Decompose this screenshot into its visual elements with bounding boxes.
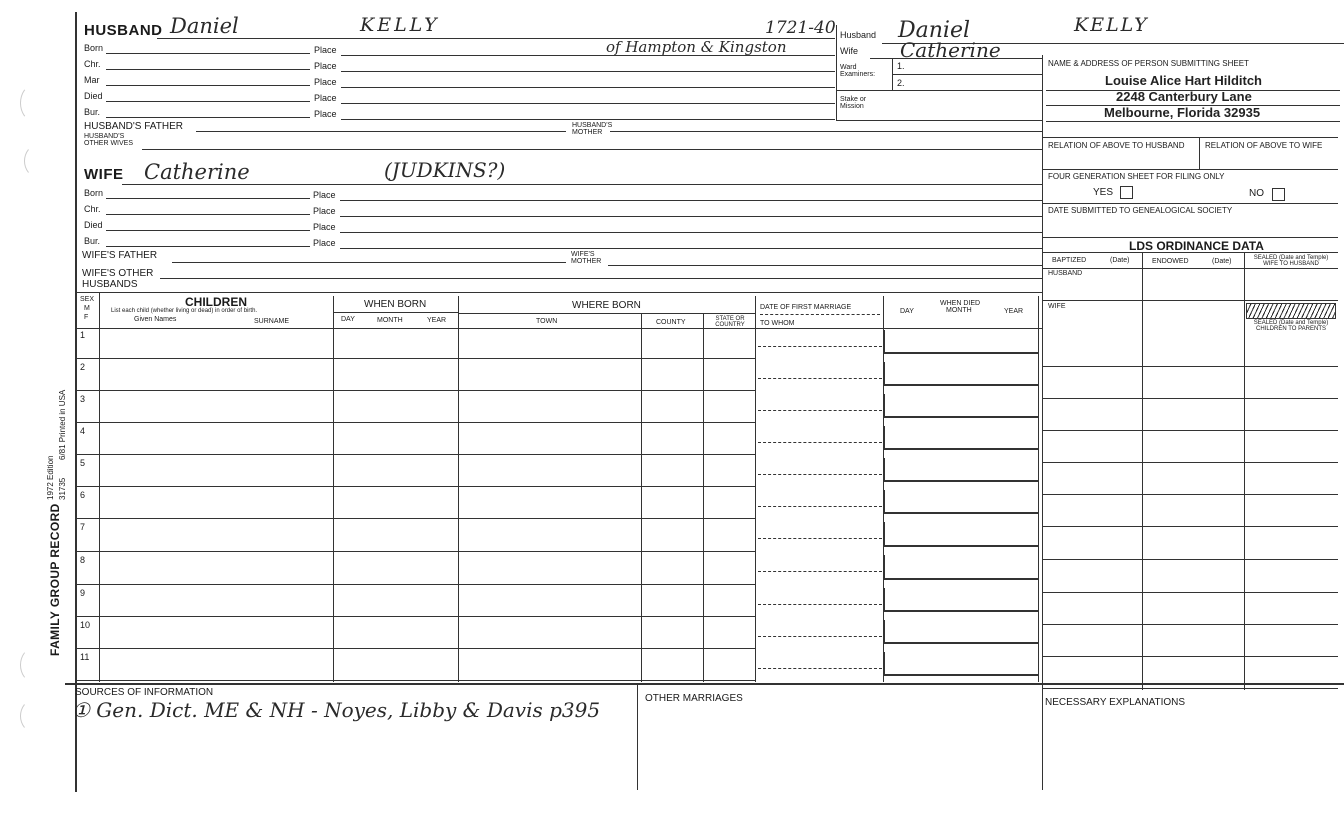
wife-mother-label: WIFE'S MOTHER	[571, 251, 602, 265]
date-submitted-label: DATE SUBMITTED TO GENEALOGICAL SOCIETY	[1048, 206, 1233, 215]
first-marriage-label: DATE OF FIRST MARRIAGE	[760, 304, 852, 311]
submitter-heading: NAME & ADDRESS OF PERSON SUBMITTING SHEET	[1048, 59, 1249, 68]
husband-born-place: of Hampton & Kingston	[606, 38, 787, 56]
death-date-cell[interactable]	[884, 426, 1039, 450]
necessary-explanations-label: NECESSARY EXPLANATIONS	[1045, 697, 1186, 708]
husband-other-wives-label: HUSBAND'S OTHER WIVES	[84, 133, 134, 147]
marriage-dashed-line	[758, 410, 882, 411]
child-row-number: 11	[80, 652, 90, 662]
husband-mar-place-label: Place	[314, 77, 337, 87]
four-generation-label: FOUR GENERATION SHEET FOR FILING ONLY	[1048, 172, 1225, 181]
child-row-divider	[75, 422, 755, 423]
child-row-number: 2	[80, 362, 86, 372]
child-row-number: 9	[80, 588, 86, 598]
header-husband-label: Husband	[840, 30, 877, 40]
other-marriages-label: OTHER MARRIAGES	[645, 693, 743, 704]
child-row-divider	[75, 551, 755, 552]
examiner-1: 1.	[897, 61, 905, 71]
wife-bur-place-label: Place	[313, 238, 336, 248]
husband-born-place-label: Place	[314, 45, 337, 55]
marriage-dashed-line	[758, 378, 882, 379]
submitter-city: Melbourne, Florida 32935	[1104, 105, 1261, 120]
binder-hole-mark	[20, 85, 46, 121]
sealed-wife-label: SEALED (Date and Temple) WIFE TO HUSBAND	[1253, 255, 1329, 267]
sex-m-label: M	[84, 305, 90, 312]
binder-hole-mark	[20, 700, 46, 732]
binder-hole-mark	[24, 145, 50, 177]
sources-label: SOURCES OF INFORMATION	[75, 687, 214, 698]
child-row-divider	[75, 648, 755, 649]
child-row-divider	[75, 454, 755, 455]
died-month-label: MONTH	[946, 307, 972, 314]
relation-husband-label: RELATION OF ABOVE TO HUSBAND	[1048, 141, 1185, 150]
relation-wife-label: RELATION OF ABOVE TO WIFE	[1205, 141, 1323, 150]
lds-wife-label: WIFE	[1048, 303, 1066, 310]
when-died-label: WHEN DIED	[940, 300, 981, 307]
death-date-cell[interactable]	[884, 490, 1039, 514]
husband-bur-place-label: Place	[314, 109, 337, 119]
wife-father-label: WIFE'S FATHER	[82, 250, 158, 261]
child-row-divider	[75, 616, 755, 617]
lds-row-divider	[1042, 366, 1338, 367]
given-names-label: Given Names	[134, 316, 177, 323]
death-date-cell[interactable]	[884, 330, 1039, 354]
marriage-dashed-line	[758, 346, 882, 347]
wife-born-label: Born	[84, 188, 104, 198]
wife-bur-label: Bur.	[84, 236, 101, 246]
lds-husband-label: HUSBAND	[1048, 270, 1083, 277]
child-row-number: 6	[80, 490, 86, 500]
form-edition: 1972 Edition	[46, 455, 55, 500]
town-label: TOWN	[536, 318, 558, 325]
no-label: NO	[1249, 188, 1264, 199]
marriage-dashed-line	[758, 636, 882, 637]
where-born-label: WHERE BORN	[572, 300, 641, 311]
husband-bur-label: Bur.	[84, 107, 101, 117]
wife-died-label: Died	[84, 220, 103, 230]
lds-row-divider	[1042, 624, 1338, 625]
lds-row-divider	[1042, 559, 1338, 560]
to-whom-label: TO WHOM	[760, 320, 795, 327]
submitter-street: 2248 Canterbury Lane	[1116, 89, 1252, 104]
husband-dates: 1721-40	[765, 18, 836, 38]
lds-row-divider	[1042, 688, 1338, 689]
when-born-label: WHEN BORN	[364, 299, 427, 310]
husband-given-name: Daniel	[170, 14, 239, 38]
child-row-number: 4	[80, 426, 86, 436]
died-day-label: DAY	[900, 308, 914, 315]
stake-mission-label: Stake or Mission	[840, 96, 867, 110]
death-date-cell[interactable]	[884, 555, 1039, 580]
wife-other-husbands-label: WIFE'S OTHER HUSBANDS	[82, 268, 154, 290]
baptized-label: BAPTIZED	[1052, 257, 1087, 264]
death-date-cell[interactable]	[884, 588, 1039, 612]
form-print-note: 6/81 Printed in USA	[58, 389, 67, 460]
husband-chr-label: Chr.	[84, 59, 101, 69]
children-right-border	[1038, 296, 1039, 682]
wife-died-place-label: Place	[313, 222, 336, 232]
child-row-divider	[75, 584, 755, 585]
marriage-dashed-line	[758, 538, 882, 539]
death-date-cell[interactable]	[884, 362, 1039, 386]
child-row-divider	[75, 390, 755, 391]
wife-born-place-label: Place	[313, 190, 336, 200]
husband-father-label: HUSBAND'S FATHER	[84, 121, 183, 132]
lds-row-divider	[1042, 462, 1338, 463]
baptized-date-label: (Date)	[1110, 257, 1130, 264]
wife-surname-note: (JUDKINS?)	[384, 158, 506, 182]
yes-label: YES	[1093, 187, 1114, 198]
lds-row-divider	[1042, 430, 1338, 431]
marriage-dashed-line	[758, 668, 882, 669]
lds-row-divider	[1042, 398, 1338, 399]
husband-mar-label: Mar	[84, 75, 100, 85]
death-date-cell[interactable]	[884, 394, 1039, 418]
header-husband-surname: KELLY	[1074, 14, 1149, 36]
submitter-name: Louise Alice Hart Hilditch	[1105, 73, 1262, 88]
child-row-divider	[75, 486, 755, 487]
header-husband-given: Daniel	[898, 18, 971, 43]
lds-title: LDS ORDINANCE DATA	[1129, 239, 1264, 253]
husband-mother-label: HUSBAND'S MOTHER	[572, 122, 613, 136]
death-date-cell[interactable]	[884, 522, 1039, 547]
child-row-number: 7	[80, 522, 86, 532]
ward-examiners-label: Ward Examiners:	[840, 64, 876, 78]
husband-died-label: Died	[84, 91, 103, 101]
marriage-dashed-line	[758, 442, 882, 443]
form-stock-number: 31735	[58, 477, 67, 500]
children-title: CHILDREN	[185, 295, 247, 309]
lds-row-divider	[1042, 526, 1338, 527]
child-row-number: 10	[80, 620, 91, 630]
death-date-cell[interactable]	[884, 620, 1039, 644]
wife-label: WIFE	[84, 166, 124, 183]
wife-chr-label: Chr.	[84, 204, 101, 214]
examiner-2: 2.	[897, 78, 905, 88]
born-month-label: MONTH	[377, 317, 403, 324]
born-day-label: DAY	[341, 316, 355, 323]
sex-f-label: F	[84, 314, 89, 321]
surname-label: SURNAME	[254, 318, 290, 325]
husband-born-label: Born	[84, 43, 104, 53]
marriage-dashed-line	[758, 506, 882, 507]
yes-checkbox[interactable]	[1120, 186, 1133, 199]
no-checkbox[interactable]	[1272, 188, 1285, 201]
header-wife-given: Catherine	[900, 38, 1001, 62]
child-row-number: 8	[80, 555, 86, 565]
sealed-children-label: SEALED (Date and Temple) CHILDREN TO PARENTS	[1253, 320, 1329, 332]
born-year-label: YEAR	[427, 317, 447, 324]
child-row-number: 1	[80, 330, 86, 340]
marriage-dashed-line	[758, 571, 882, 572]
death-date-cell[interactable]	[884, 652, 1039, 676]
child-row-divider	[75, 680, 755, 681]
sealed-hatched-cell	[1246, 303, 1336, 319]
sources-text: ① Gen. Dict. ME & NH - Noyes, Libby & Davis p395	[72, 698, 601, 722]
lds-row-divider	[1042, 592, 1338, 593]
husband-surname: KELLY	[360, 14, 440, 36]
death-date-cell[interactable]	[884, 458, 1039, 482]
died-year-label: YEAR	[1004, 308, 1024, 315]
child-row-divider	[75, 358, 755, 359]
marriage-dashed-line	[758, 604, 882, 605]
child-row-divider	[75, 518, 755, 519]
endowed-label: ENDOWED	[1152, 258, 1189, 265]
husband-chr-place-label: Place	[314, 61, 337, 71]
lds-row-divider	[1042, 656, 1338, 657]
child-row-number: 3	[80, 394, 86, 404]
county-label: COUNTY	[656, 319, 686, 326]
wife-given-name: Catherine	[144, 160, 250, 184]
husband-label: HUSBAND	[84, 22, 163, 39]
header-wife-label: Wife	[840, 46, 858, 56]
lds-row-divider	[1042, 494, 1338, 495]
marriage-dashed-line	[758, 474, 882, 475]
state-country-label: STATE OR COUNTRY	[715, 316, 745, 328]
wife-chr-place-label: Place	[313, 206, 336, 216]
children-subtitle: List each child (whether living or dead) in order of birth.	[111, 308, 258, 314]
binder-hole-mark	[20, 648, 46, 682]
sex-label: SEX	[80, 296, 95, 303]
form-title: FAMILY GROUP RECORD	[48, 503, 62, 656]
endowed-date-label: (Date)	[1212, 258, 1232, 265]
husband-died-place-label: Place	[314, 93, 337, 103]
child-row-number: 5	[80, 458, 86, 468]
